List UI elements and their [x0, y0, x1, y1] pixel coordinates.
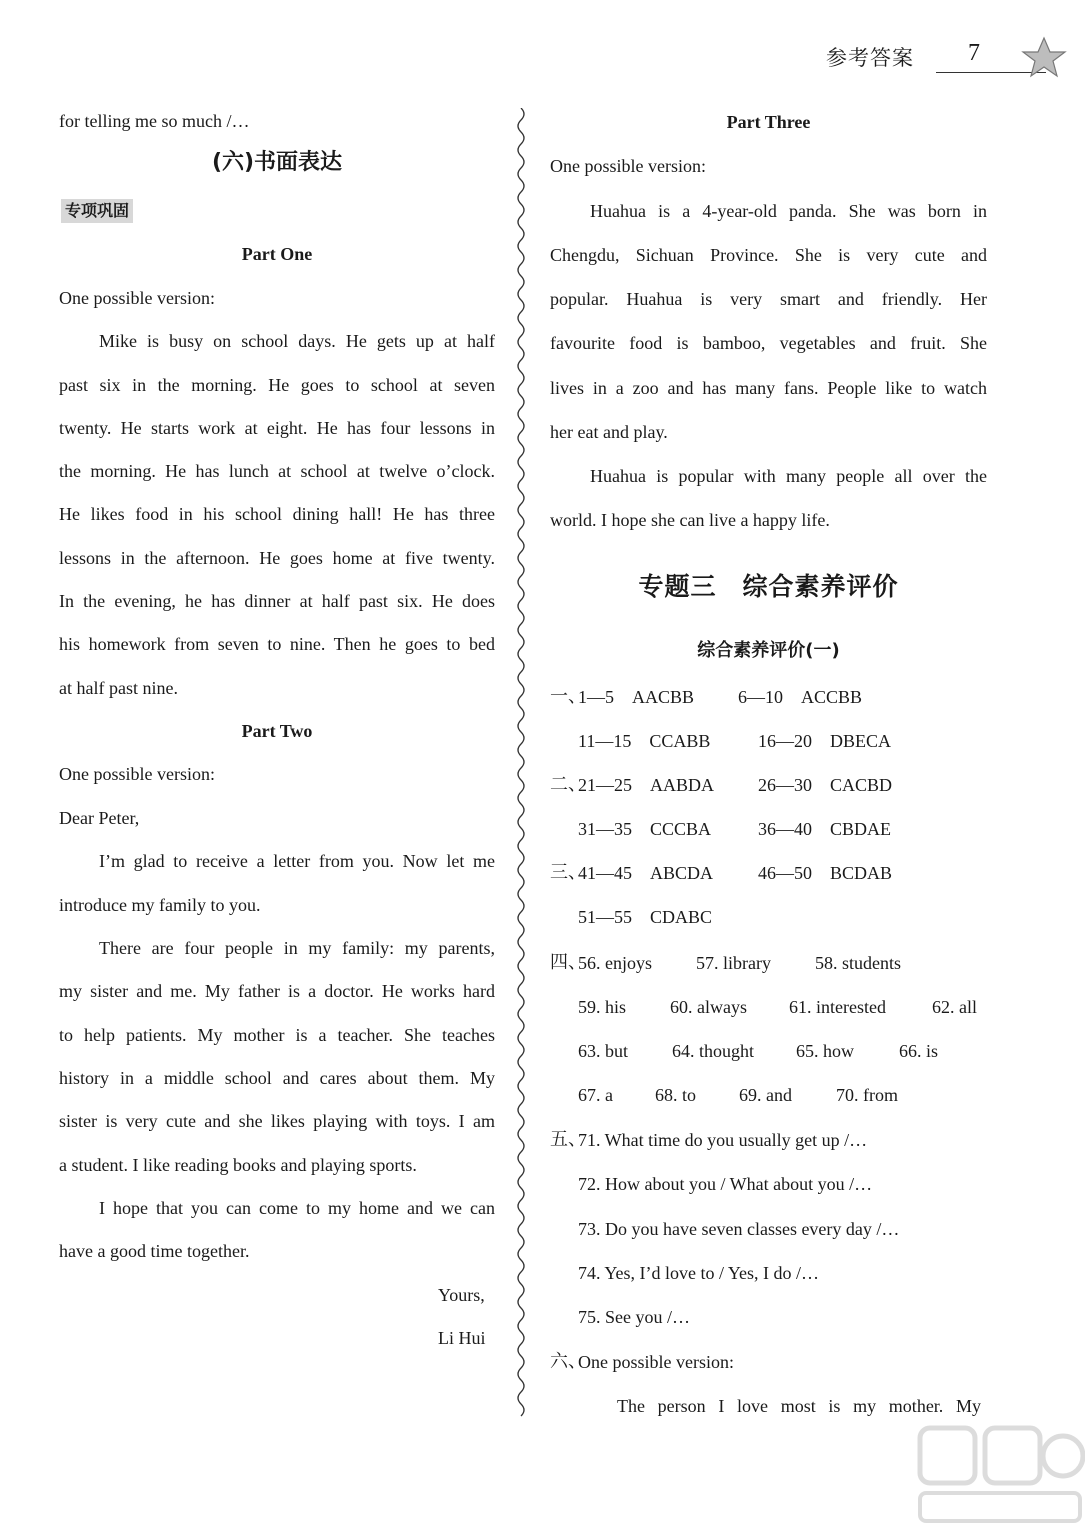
essay-line: the morning. He has lunch at school at twelve o’clock.: [59, 461, 495, 481]
fill-answer: 64. thought: [672, 1041, 755, 1061]
section-label: 五、: [550, 1129, 586, 1150]
essay-line: past six in the morning. He goes to school at seven: [59, 375, 495, 395]
essay-line: Huahua is popular with many people all over the: [590, 466, 987, 486]
fill-answer: 66. is: [899, 1041, 939, 1061]
practice-badge: 专项巩固: [61, 199, 133, 223]
fill-answer: 65. how: [796, 1041, 854, 1061]
column-divider: [512, 108, 530, 1418]
answer-group: 26—30 CACBD: [758, 775, 893, 795]
part-one-version: One possible version:: [59, 288, 215, 308]
essay-line: at half past nine.: [59, 678, 178, 698]
fill-answer: 60. always: [670, 997, 747, 1017]
essay-line: Chengdu, Sichuan Province. She is very cute and: [550, 245, 987, 265]
essay-line: her eat and play.: [550, 422, 668, 442]
fill-answer: 70. from: [836, 1085, 898, 1105]
part-two-version: One possible version:: [59, 764, 215, 784]
part-one-title: Part One: [241, 244, 313, 264]
letter-line: introduce my family to you.: [59, 895, 261, 915]
header-title: 参考答案: [826, 46, 914, 70]
writing-version: One possible version:: [578, 1352, 734, 1372]
essay-line: Mike is busy on school days. He gets up at half: [99, 331, 495, 351]
letter-line: sister is very cute and she likes playing with toys. I am: [59, 1111, 495, 1131]
answer-group: 16—20 DBECA: [758, 731, 892, 751]
answer-group: 11—15 CCABB: [578, 731, 711, 751]
section-title: (六)书面表达: [211, 150, 343, 175]
essay-line: popular. Huahua is very smart and friendly. Her: [550, 289, 987, 309]
letter-line: to help patients. My mother is a teacher. She teaches: [59, 1025, 495, 1045]
letter-line: history in a middle school and cares about them. My: [59, 1068, 495, 1088]
essay-line: world. I hope she can live a happy life.: [550, 510, 830, 530]
letter-line: There are four people in my family: my parents,: [99, 938, 495, 958]
sentence-answer: 75. See you /…: [578, 1307, 690, 1327]
sentence-answer: 73. Do you have seven classes every day /…: [578, 1219, 900, 1239]
essay-line: He likes food in his school dining hall! He has three: [59, 504, 495, 524]
section-label: 二、: [550, 774, 586, 795]
fill-answer: 59. his: [578, 997, 627, 1017]
letter-line: I’m glad to receive a letter from you. Now let me: [99, 851, 495, 871]
answer-group: 21—25 AABDA: [578, 775, 715, 795]
fill-answer: 67. a: [578, 1085, 613, 1105]
letter-greeting: Dear Peter,: [59, 808, 140, 828]
answer-group: 1—5 AACBB: [578, 687, 695, 707]
fill-answer: 57. library: [696, 953, 771, 973]
answer-group: 41—45 ABCDA: [578, 863, 714, 883]
letter-line: my sister and me. My father is a doctor. He works hard: [59, 981, 495, 1001]
fill-answer: 62. all: [932, 997, 977, 1017]
section-label: 三、: [550, 862, 586, 883]
essay-line: lives in a zoo and has many fans. People like to watch: [550, 378, 987, 398]
part-two-title: Part Two: [241, 721, 313, 741]
essay-line: In the evening, he has dinner at half past six. He does: [59, 591, 495, 611]
section-label: 六、: [550, 1351, 586, 1372]
letter-line: I hope that you can come to my home and we can: [99, 1198, 495, 1218]
answer-group: 36—40 CBDAE: [758, 819, 892, 839]
topic-title: 专题三 综合素养评价: [638, 572, 899, 601]
letter-line: have a good time together.: [59, 1241, 250, 1261]
star-icon: [1020, 36, 1068, 80]
fill-answer: 63. but: [578, 1041, 629, 1061]
letter-signature: Li Hui: [438, 1328, 486, 1348]
essay-line: favourite food is bamboo, vegetables and fruit. She: [550, 333, 987, 353]
answer-group: 6—10 ACCBB: [738, 687, 863, 707]
essay-line: Huahua is a 4-year-old panda. She was born in: [590, 201, 987, 221]
sentence-answer: 72. How about you / What about you /…: [578, 1174, 873, 1194]
fill-answer: 56. enjoys: [578, 953, 652, 973]
intro-line: for telling me so much /…: [59, 111, 250, 131]
fill-answer: 69. and: [739, 1085, 792, 1105]
eval-title: 综合素养评价(一): [697, 640, 840, 661]
essay-line: lessons in the afternoon. He goes home at five twenty.: [59, 548, 495, 568]
page-number: 7: [968, 40, 980, 66]
letter-closing: Yours,: [438, 1285, 485, 1305]
section-label: 四、: [550, 952, 586, 973]
section-label: 一、: [550, 686, 586, 707]
fill-answer: 58. students: [815, 953, 902, 973]
essay-line: twenty. He starts work at eight. He has four lessons in: [59, 418, 495, 438]
part-three-title: Part Three: [726, 112, 811, 132]
sentence-answer: 74. Yes, I’d love to / Yes, I do /…: [578, 1263, 820, 1283]
answer-group: 51—55 CDABC: [578, 907, 713, 927]
sentence-answer: 71. What time do you usually get up /…: [578, 1130, 868, 1150]
writing-line: The person I love most is my mother. My: [617, 1396, 981, 1416]
fill-answer: 68. to: [655, 1085, 697, 1105]
answer-group: 46—50 BCDAB: [758, 863, 893, 883]
essay-line: his homework from seven to nine. Then he goes to bed: [59, 634, 495, 654]
fill-answer: 61. interested: [789, 997, 886, 1017]
letter-line: a student. I like reading books and playing sports.: [59, 1155, 417, 1175]
answer-group: 31—35 CCCBA: [578, 819, 712, 839]
watermark-logo: [915, 1418, 1085, 1528]
part-three-version: One possible version:: [550, 156, 706, 176]
